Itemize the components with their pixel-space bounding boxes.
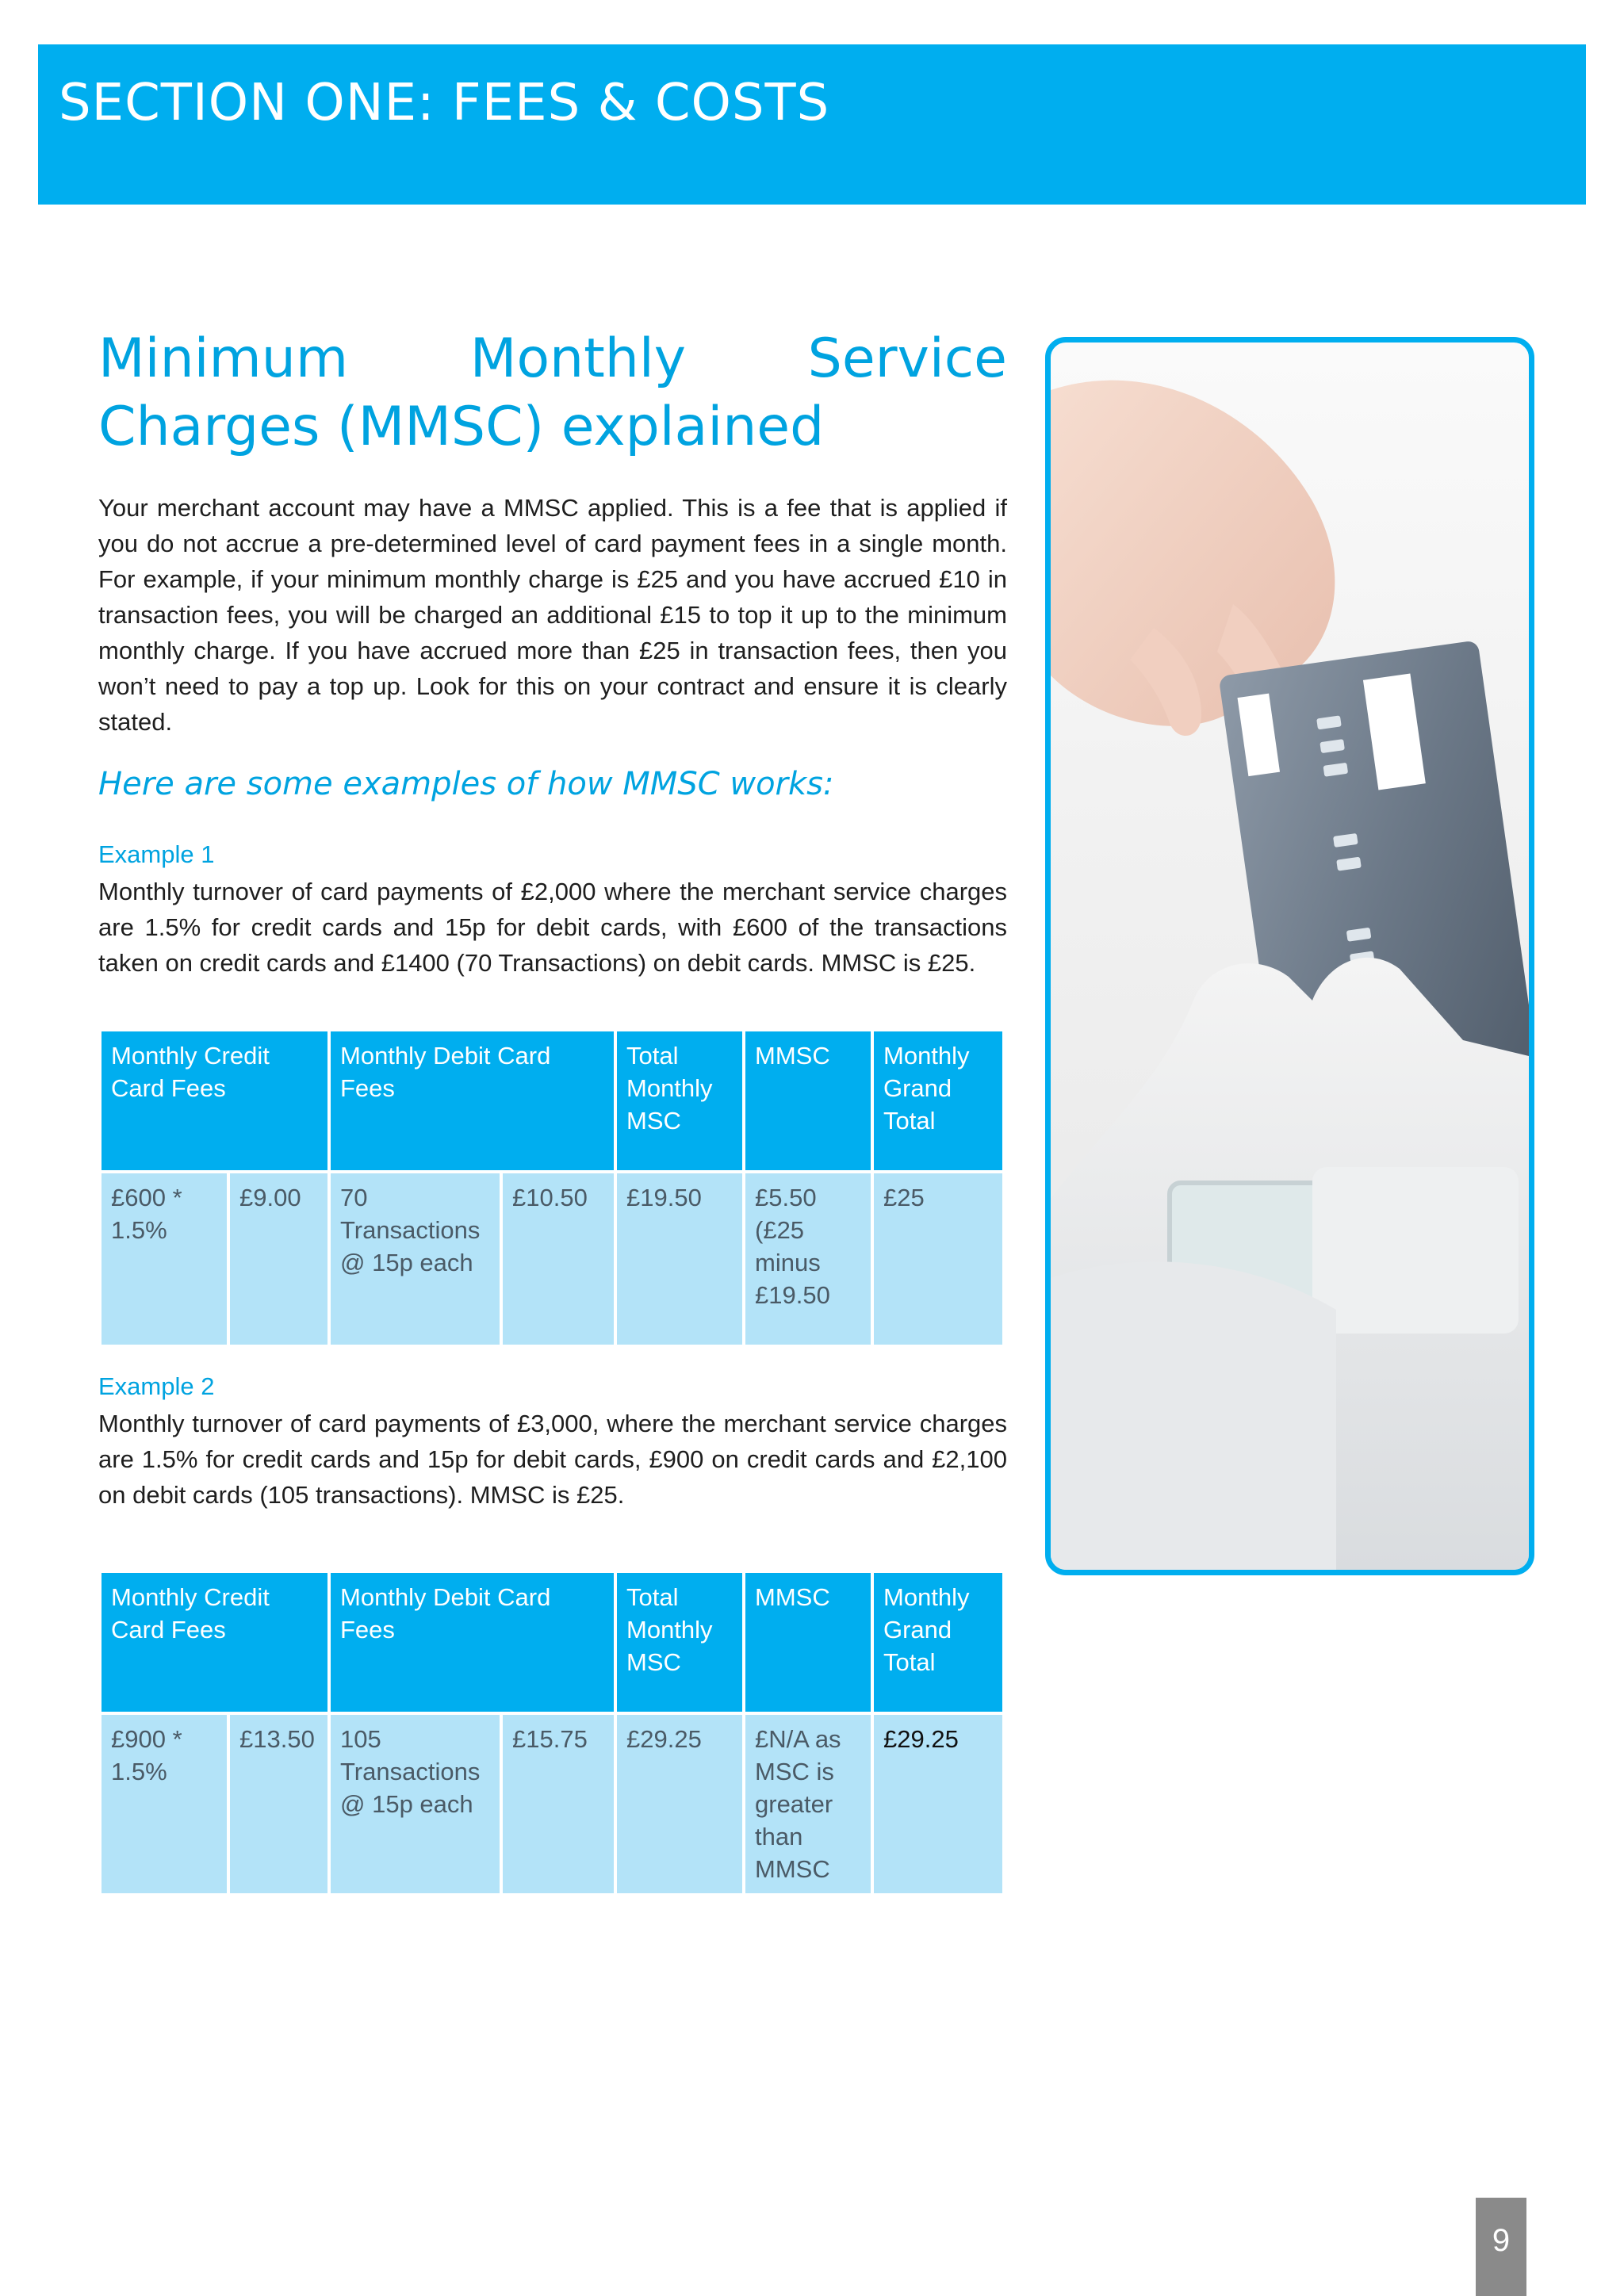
card-payment-photo bbox=[1045, 337, 1534, 1575]
cell-grand-total: £25 bbox=[872, 1172, 1004, 1346]
cell-mmsc: £5.50 (£25 minus £19.50 bbox=[744, 1172, 872, 1346]
header-debit-fees: Monthly Debit Card Fees bbox=[329, 1571, 615, 1713]
example-1-label: Example 1 bbox=[98, 840, 215, 868]
table-header-row bbox=[100, 1030, 1004, 1172]
header-credit-fees: Monthly Credit Card Fees bbox=[100, 1571, 329, 1713]
header-grand-total: Monthly Grand Total bbox=[872, 1571, 1004, 1713]
cell-total-msc: £29.25 bbox=[615, 1713, 744, 1895]
table-row bbox=[100, 1713, 1004, 1895]
header-mmsc: MMSC bbox=[744, 1571, 872, 1713]
page-heading: Minimum Monthly Service Charges (MMSC) explained bbox=[98, 327, 1007, 458]
page-number: 9 bbox=[1492, 2223, 1511, 2258]
terminal-housing bbox=[1312, 1167, 1519, 1334]
section-title: SECTION ONE: FEES & COSTS bbox=[59, 74, 830, 132]
cell-credit-calc: £600 * 1.5% bbox=[100, 1172, 228, 1346]
header-grand-total: Monthly Grand Total bbox=[872, 1030, 1004, 1172]
examples-subheading: Here are some examples of how MMSC works: bbox=[98, 766, 834, 802]
example-1-table bbox=[98, 1028, 1005, 1348]
cell-mmsc: £N/A as MSC is greater than MMSC bbox=[744, 1713, 872, 1895]
header-mmsc: MMSC bbox=[744, 1030, 872, 1172]
header-total-msc: Total Monthly MSC bbox=[615, 1571, 744, 1713]
table-header-row bbox=[100, 1571, 1004, 1713]
cell-credit-fee: £9.00 bbox=[228, 1172, 329, 1346]
cell-debit-calc: 70 Transactions @ 15p each bbox=[329, 1172, 501, 1346]
card-terminal-illustration bbox=[1051, 342, 1529, 1570]
cell-debit-fee: £10.50 bbox=[501, 1172, 615, 1346]
example-2-label: Example 2 bbox=[98, 1372, 215, 1400]
example-2-description: Monthly turnover of card payments of £3,000, where the merchant service charges are 1.5% for credit cards and 15p for debit cards, £900 on credit cards and £2,100 on debit cards (105 transactions). MMSC is £25. bbox=[98, 1410, 1007, 1509]
header-credit-fees: Monthly Credit Card Fees bbox=[100, 1030, 329, 1172]
cell-grand-total: £29.25 bbox=[872, 1713, 1004, 1895]
page-number-box bbox=[1476, 2198, 1526, 2296]
example-2-table bbox=[98, 1570, 1005, 1896]
intro-paragraph: Your merchant account may have a MMSC applied. This is a fee that is applied if you do not accrue a pre-determined level of card payment fees in a single month. For example, if your minimum monthly charge is £25 and you have accrued £10 in transaction fees, you will be charged an additional £15 to top it up to the minimum monthly charge. If you have accrued more than £25 in transaction fees, then you won’t need to pay a top up. Look for this on your contract and ensure it is clearly stated. bbox=[98, 494, 1007, 736]
table-row bbox=[100, 1172, 1004, 1346]
cell-debit-fee: £15.75 bbox=[501, 1713, 615, 1895]
example-1-description: Monthly turnover of card payments of £2,000 where the merchant service charges are 1.5% for credit cards and 15p for debit cards, with £600 of the transactions taken on credit cards and £1400 (70 Transactions) on debit cards. MMSC is £25. bbox=[98, 878, 1007, 977]
terminal-front bbox=[1051, 1261, 1336, 1570]
header-total-msc: Total Monthly MSC bbox=[615, 1030, 744, 1172]
cell-total-msc: £19.50 bbox=[615, 1172, 744, 1346]
header-debit-fees: Monthly Debit Card Fees bbox=[329, 1030, 615, 1172]
cell-debit-calc: 105 Transactions @ 15p each bbox=[329, 1713, 501, 1895]
cell-credit-calc: £900 * 1.5% bbox=[100, 1713, 228, 1895]
cell-credit-fee: £13.50 bbox=[228, 1713, 329, 1895]
